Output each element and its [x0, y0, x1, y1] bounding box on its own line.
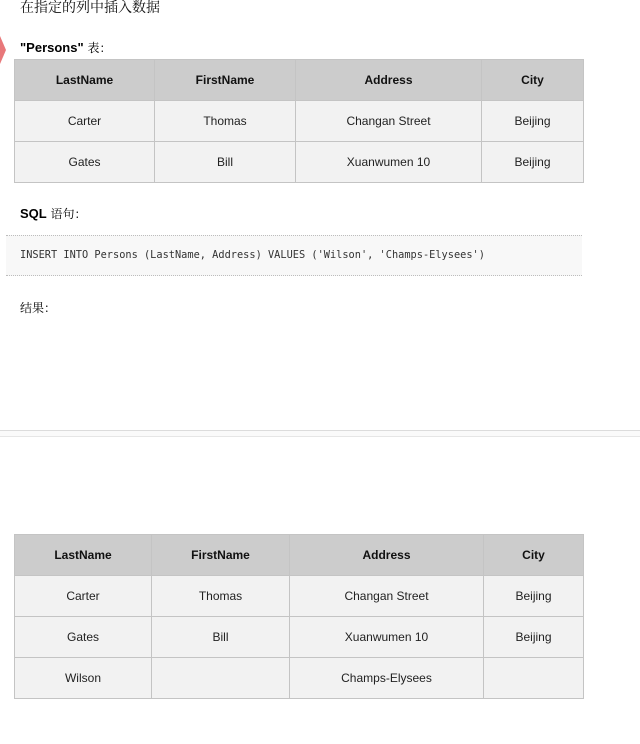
section-divider	[0, 430, 640, 437]
cell-address: Champs-Elysees	[290, 658, 484, 699]
column-header-firstname: FirstName	[152, 535, 290, 576]
cell-address: Xuanwumen 10	[296, 142, 482, 183]
cell-city	[484, 658, 584, 699]
cell-city: Beijing	[482, 101, 584, 142]
cell-address: Changan Street	[290, 576, 484, 617]
persons-table-before	[14, 59, 584, 183]
cell-city: Beijing	[484, 617, 584, 658]
cell-firstname: Bill	[155, 142, 296, 183]
table-row	[15, 617, 584, 658]
table-header-row	[15, 535, 584, 576]
table-row	[15, 142, 584, 183]
cell-firstname: Thomas	[155, 101, 296, 142]
persons-table-after	[14, 534, 584, 699]
cell-city: Beijing	[482, 142, 584, 183]
cell-address: Changan Street	[296, 101, 482, 142]
cell-lastname: Carter	[15, 576, 152, 617]
cell-firstname	[152, 658, 290, 699]
column-header-city: City	[482, 60, 584, 101]
cell-firstname: Thomas	[152, 576, 290, 617]
cell-lastname: Gates	[15, 142, 155, 183]
table-row	[15, 576, 584, 617]
column-header-address: Address	[290, 535, 484, 576]
table-name: "Persons"	[20, 40, 84, 55]
page-heading: 在指定的列中插入数据	[20, 0, 160, 16]
sql-caption-suffix: 语句：	[46, 207, 87, 221]
cell-address: Xuanwumen 10	[290, 617, 484, 658]
column-header-lastname: LastName	[15, 535, 152, 576]
column-header-lastname: LastName	[15, 60, 155, 101]
sql-code-block[interactable]: INSERT INTO Persons (LastName, Address) VALUES ('Wilson', 'Champs-Elysees')	[6, 235, 582, 276]
result-caption: 结果：	[20, 301, 57, 315]
column-header-address: Address	[296, 60, 482, 101]
persons-table-caption	[20, 40, 111, 56]
table-header-row	[15, 60, 584, 101]
table-row	[15, 658, 584, 699]
column-header-city: City	[484, 535, 584, 576]
sql-label: SQL	[20, 206, 47, 221]
column-header-firstname: FirstName	[155, 60, 296, 101]
sql-caption	[20, 206, 87, 222]
cell-city: Beijing	[484, 576, 584, 617]
cell-lastname: Wilson	[15, 658, 152, 699]
table-row	[15, 101, 584, 142]
left-edge-marker-icon	[0, 36, 6, 64]
cell-firstname: Bill	[152, 617, 290, 658]
cell-lastname: Gates	[15, 617, 152, 658]
table-caption-suffix: 表：	[83, 41, 112, 55]
cell-lastname: Carter	[15, 101, 155, 142]
